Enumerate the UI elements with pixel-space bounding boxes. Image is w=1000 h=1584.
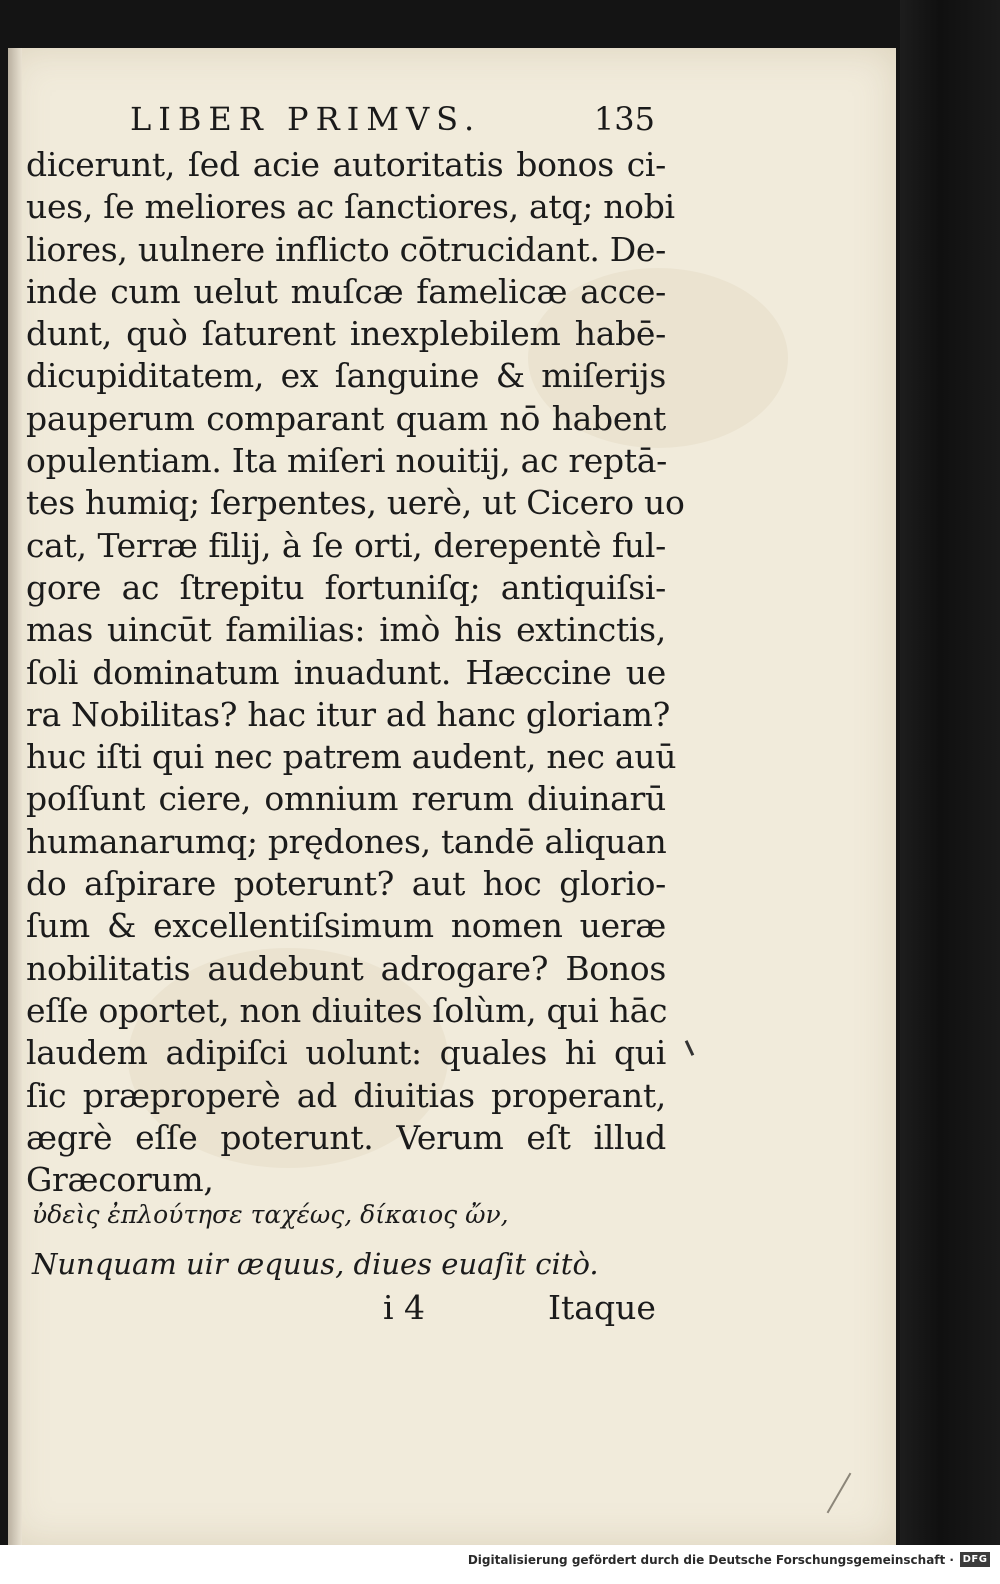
text-line: Græcorum, (26, 1160, 214, 1200)
text-line: do aſpirare poterunt? aut hoc glorio- (26, 864, 666, 904)
catchword: Itaque (548, 1288, 656, 1327)
text-line: opulentiam. Ita miſeri nouitij, ac reptā- (26, 441, 668, 481)
text-line: huc iſti qui nec patrem audent, nec auū (26, 737, 677, 777)
running-head (130, 100, 655, 140)
text-line: eſſe oportet, non diuites ſolùm, qui hāc (26, 990, 668, 1030)
text-line: gore ac ſtrepitu fortuniſq; antiquiſsi- (26, 567, 666, 607)
signature-mark: i 4 (383, 1288, 426, 1327)
text-line: pauperum comparant quam nō habent (26, 398, 666, 438)
text-line: poſſunt ciere, omnium rerum diuinarū (26, 779, 666, 819)
text-line: nobilitatis audebunt adrogare? Bonos (26, 948, 666, 988)
running-head-title: LIBER PRIMVS. (130, 100, 482, 138)
text-line: liores, uulnere inflicto cōtrucidant. De- (26, 229, 666, 269)
page-gutter (8, 48, 22, 1545)
text-line: dicerunt, ſed acie autoritatis bonos ci- (26, 145, 666, 184)
text-line: inde cum uelut muſcæ famelicæ acce- (26, 271, 666, 311)
page-number: 135 (593, 100, 655, 138)
body-text (26, 144, 685, 1201)
text-line: dicupiditatem, ex ſanguine & miſerijs (26, 356, 666, 396)
dfg-logo-icon: DFG (960, 1552, 990, 1567)
text-line: ſum & excellentiſsimum nomen ueræ (26, 906, 666, 946)
latin-quotation: Nunquam uir æquus, diues euaſit citò. (32, 1247, 599, 1281)
greek-quotation: ὐδεὶς ἐπλούτησε ταχέως, δίκαιος ὤν, (32, 1200, 509, 1229)
text-line: ægrè eſſe poterunt. Verum eſt illud (26, 1117, 666, 1157)
text-line: humanarumq; prędones, tandē aliquan (26, 821, 667, 861)
text-line: cat, Terræ filij, à ſe orti, derepentè ful- (26, 525, 666, 565)
text-line: ra Nobilitas? hac itur ad hanc gloriam? (26, 694, 671, 734)
text-line: dunt, quò ſaturent inexplebilem habē- (26, 314, 666, 354)
text-line: ſoli dominatum inuadunt. Hæccine ue (26, 652, 666, 692)
facing-page-edge (900, 0, 1000, 1545)
text-line: tes humiq; ſerpentes, uerè, ut Cicero uo (26, 483, 685, 523)
text-line: ſic præproperè ad diuitias properant, (26, 1075, 666, 1115)
funding-note: Digitalisierung gefördert durch die Deutsche Forschungsgemeinschaft · (467, 1553, 954, 1567)
text-line: laudem adipiſci uolunt: quales hi qui (26, 1033, 666, 1073)
text-line: mas uincūt familias: imò his extinctis, (26, 610, 666, 650)
text-line: ues, ſe meliores ac ſanctiores, atq; nobi (26, 187, 675, 227)
